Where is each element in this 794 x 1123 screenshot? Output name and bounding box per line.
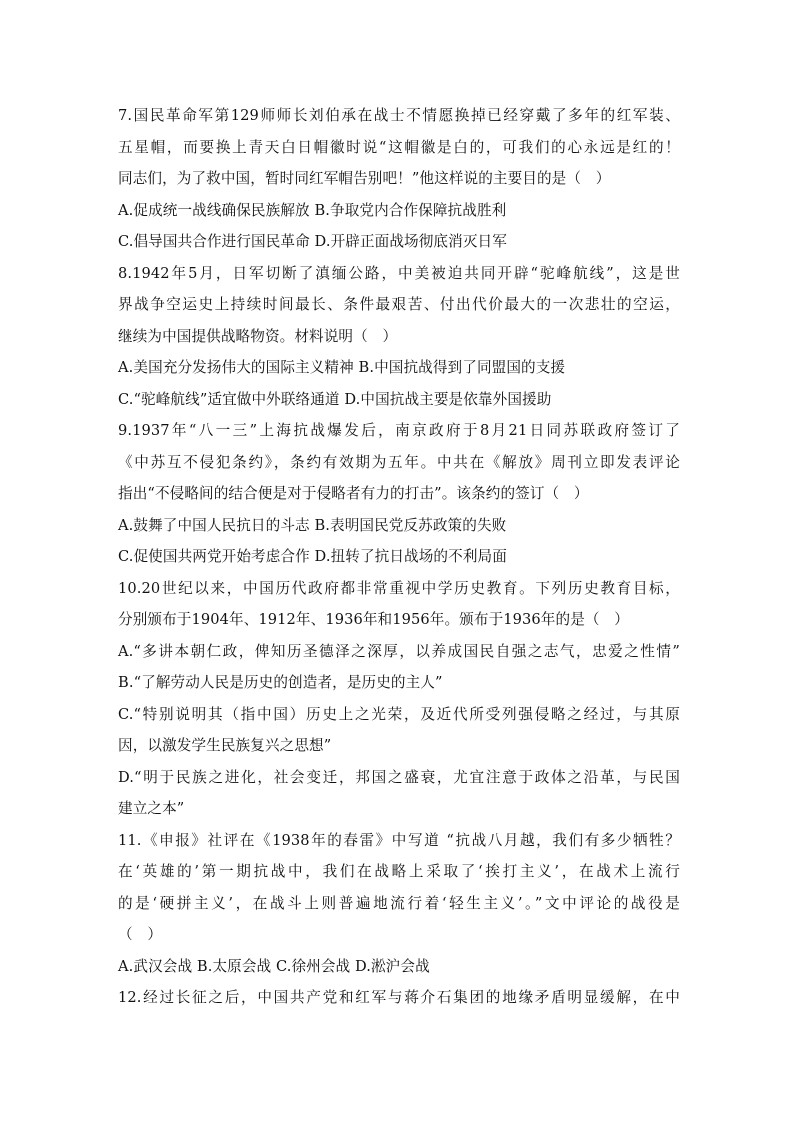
question-7-stem-line-3: 同志们，为了救中国，暂时同红军帽告别吧！”他这样说的主要目的是（ ） <box>118 170 611 187</box>
question-7-options-cd: C.倡导国共合作进行国民革命 D.开辟正面战场彻底消灭日军 <box>118 233 507 250</box>
question-11-stem-line-2: 在‘英雄的’第一期抗战中，我们在战略上采取了‘挨打主义’，在战术上流行 <box>118 863 680 880</box>
question-11-stem-line-4: （ ） <box>118 926 163 943</box>
question-7-options-ab: A.促成统一战线确保民族解放 B.争取党内合作保障抗战胜利 <box>118 201 507 219</box>
question-8-stem-line-2: 界战争空运史上持续时间最长、条件最艰苦、付出代价最大的一次悲壮的空运， <box>118 296 680 313</box>
question-7-stem-line-2: 五星帽，而要换上青天白日帽徽时说“这帽徽是白的，可我们的心永远是红的！ <box>118 138 680 156</box>
question-10-option-b: B.“了解劳动人民是历史的创造者，是历史的主人” <box>118 674 443 691</box>
question-9-options-cd: C.促使国共两党开始考虑合作 D.扭转了抗日战场的不利局面 <box>118 548 507 565</box>
question-list <box>118 100 680 1014</box>
question-8-stem-line-1: 8.1942年5月，日军切断了滇缅公路，中美被迫共同开辟“驼峰航线”，这是世 <box>118 264 680 282</box>
question-11-stem-line-3: 的是‘硬拼主义’，在战斗上则普遍地流行着‘轻生主义’。”文中评论的战役是 <box>118 894 680 912</box>
question-9-options-ab: A.鼓舞了中国人民抗日的斗志 B.表明国民党反苏政策的失败 <box>118 516 507 534</box>
question-7-stem-line-1: 7.国民革命军第129师师长刘伯承在战士不情愿换掉已经穿戴了多年的红军装、 <box>118 107 680 124</box>
question-12-stem-line-1: 12.经过长征之后，中国共产党和红军与蒋介石集团的地缘矛盾明显缓解，在中 <box>118 989 680 1006</box>
question-10-option-c-line-1: C.“特别说明其（指中国）历史上之光荣，及近代所受列强侵略之经过，与其原 <box>118 705 680 723</box>
question-10-option-d-line-1: D.“明于民族之进化，社会变迁，邦国之盛衰，尤宜注意于政体之沿革，与民国 <box>118 768 680 786</box>
question-8-options-cd: C.“驼峰航线”适宜做中外联络通道 D.中国抗战主要是依靠外国援助 <box>118 390 552 408</box>
question-10-stem-line-1: 10.20世纪以来，中国历代政府都非常重视中学历史教育。下列历史教育目标， <box>118 579 680 597</box>
question-11-stem-line-1: 11.《申报》社评在《1938年的春雷》中写道 “抗战八月越，我们有多少牺牲？ <box>118 831 680 849</box>
question-8-stem-line-3: 继续为中国提供战略物资。材料说明（ ） <box>118 327 398 345</box>
question-9-stem-line-2: 《中苏互不侵犯条约》，条约有效期为五年。中共在《解放》周刊立即发表评论 <box>118 453 680 471</box>
question-10-option-c-line-2: 因，以激发学生民族复兴之思想” <box>118 737 332 754</box>
question-10-option-a: A.“多讲本朝仁政，俾知历圣德泽之深厚，以养成国民自强之志气，忠爱之性情” <box>118 642 680 660</box>
question-9-stem-line-1: 9.1937年“八一三”上海抗战爆发后，南京政府于8月21日同苏联政府签订了 <box>118 422 680 439</box>
question-11-options: A.武汉会战 B.太原会战 C.徐州会战 D.淞沪会战 <box>118 957 430 975</box>
question-9-stem-line-3: 指出“不侵略间的结合便是对于侵略者有力的打击”。该条约的签订（ ） <box>118 485 589 502</box>
question-8-options-ab: A.美国充分发扬伟大的国际主义精神 B.中国抗战得到了同盟国的支援 <box>118 359 566 376</box>
question-10-option-d-line-2: 建立之本” <box>118 800 185 817</box>
question-10-stem-line-2: 分别颁布于1904年、1912年、1936年和1956年。颁布于1936年的是（ ） <box>118 611 629 628</box>
